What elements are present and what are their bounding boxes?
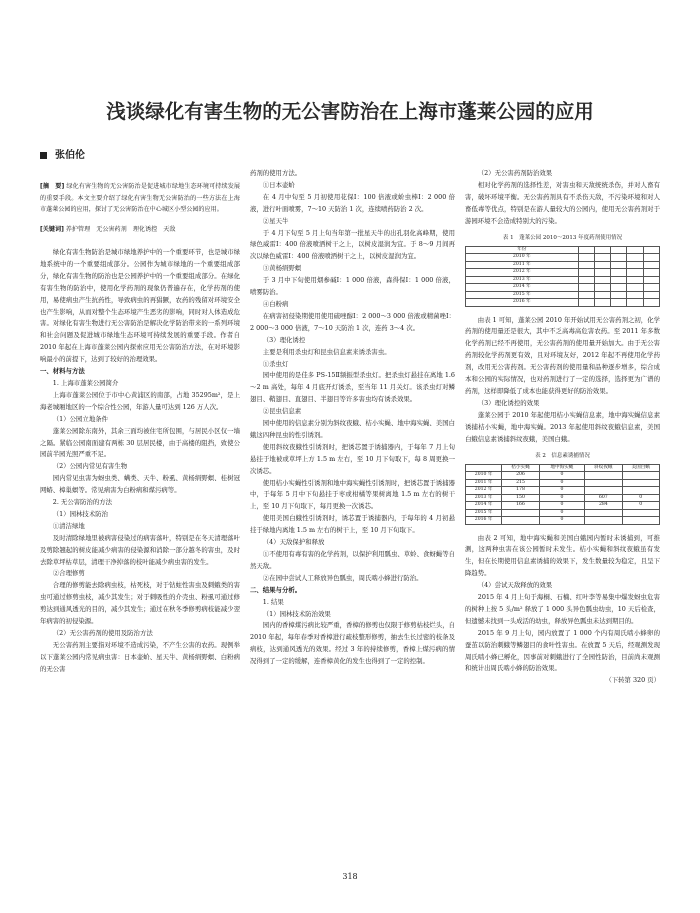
table-row	[466, 269, 660, 277]
paragraph: 合理的修剪能去除病虫枝，枯死枝，对于钻蛀性害虫及刺蛾类的害虫可通过修剪虫枝，减少其发生；对于刺吸性的介壳虫、粉虱可通过修剪达到通风透光的目的，减少其发生；通过在秋冬季修剪病枝能减少翌年病害的初侵染源。	[40, 581, 240, 626]
table-row	[466, 276, 660, 284]
table-cell	[643, 254, 659, 262]
table-cell	[594, 291, 610, 299]
table-cell: 2011 年	[466, 261, 579, 269]
paragraph: ①日本壶蚧	[262, 180, 295, 189]
table-cell: 0	[539, 479, 584, 487]
paragraph: 园中使用的信息素分别为斜纹夜蛾、桔小实蝇、地中海实蝇、美国白蛾这四种昆虫的性引诱剂。	[250, 419, 455, 439]
table-cell	[611, 269, 627, 277]
table-cell	[611, 261, 627, 269]
keywords-text: 养护管理 无公害药剂 理化诱控 天敌	[65, 225, 176, 233]
paragraph: ②在园中尝试人工释放异色瓢虫，周氏啮小蜂进行防治。	[262, 573, 423, 582]
table-cell	[594, 261, 610, 269]
paragraph: 及时清除绿地里被病害侵染过的病害落叶，特别是在冬天清理落叶及剪除翘起的树皮能减少病害的侵染源和消除一部分越冬的害虫，及时去除草坪枯草层，清理干净掉落的枝叶能减少病虫害的发生。	[40, 533, 240, 566]
table-cell: 0	[539, 509, 584, 517]
paragraph: 于 3 月中下旬使用烟参碱Ⅰ：1 000 倍液，森得保Ⅰ：1 000 倍液，喷雾防治。	[250, 276, 455, 297]
table-cell	[611, 284, 627, 292]
paragraph: 于 4 月下旬至 5 月上旬当年第一批星天牛的出孔羽化高峰期，使用绿色威雷Ⅰ：400 倍液喷洒树干之上，以树皮湿润为宜。于 8～9 月间再次以绿色威雷Ⅰ：400 倍液喷洒树干之上，以树皮湿润为宜。	[250, 228, 455, 261]
table-cell: 2016 年	[466, 517, 502, 525]
table-cell	[643, 299, 659, 307]
paragraph: （1）园林技术防治	[52, 509, 108, 518]
table-row	[466, 502, 660, 510]
paragraph: ②昆虫信息素	[262, 407, 302, 416]
paragraph: 蓬莱公园于 2010 年起使用桔小实蝇信息素，地中海实蝇信息素诱捕桔小实蝇，地中海实蝇。2013 年起使用斜纹夜蛾信息素，美国白蛾信息素诱捕斜纹夜蛾，美国白蛾。	[465, 410, 660, 443]
paragraph: 使用斜纹夜蛾性引诱剂时，把诱芯置于诱捕器内，于每年 7 月上旬悬挂于地被或草坪上方 1.5 m 左右，至 10 月下旬取下，每 8 周更换一次诱芯。	[250, 442, 455, 475]
paragraph: （3）理化诱控	[262, 335, 306, 344]
page-number: 318	[342, 872, 358, 881]
table-cell: 0	[622, 494, 659, 502]
table-header-cell: 美国白蛾	[622, 464, 659, 472]
table-row	[466, 487, 660, 495]
paragraph: 在病害初侵染期使用使用硫唑醇Ⅰ：2 000～3 000 倍液或精菌唑Ⅰ：2 000～3 000 倍液，7～10 天防治 1 次，连药 3～4 次。	[250, 311, 455, 332]
keywords-label: [关键词]	[40, 225, 64, 233]
table-cell	[622, 479, 659, 487]
paragraph: ①不使用有毒有害的化学药剂，以保护利用瓢虫、草蛉、食蚜蝇等自然天敌。	[250, 550, 455, 570]
table-cell	[585, 479, 622, 487]
table-cell: 2015 年	[466, 291, 579, 299]
paragraph: 2015 年 9 月上旬，园内放置了 1 000 个内有周氏啮小蜂卵的蚕茧以防治刺蛾等鳞翅目的食叶性害虫。在放置 5 天后，经观测发现周氏啮小蜂已孵化，因事前对刺蛾进行了全园性防治，目前尚未观测和统计出周氏啮小蜂的防治效果。	[465, 628, 660, 673]
table-cell: 2013 年	[466, 276, 579, 284]
abstract-label: [摘 要]	[40, 183, 65, 190]
table-cell	[578, 269, 594, 277]
table-cell	[502, 509, 539, 517]
table-header-cell: 年份	[466, 246, 579, 254]
paragraph: （1）公园立地条件	[52, 414, 108, 423]
table-cell: 150	[502, 494, 539, 502]
table-row	[466, 254, 660, 262]
table-cell	[585, 517, 622, 525]
paragraph: 1. 上海市蓬莱公园简介	[52, 378, 119, 387]
paragraph: 园内常见虫害为蚜虫类、螨类、天牛、粉虱、黄杨绢野螟、桂树冠网蝽、樟巢螟等。常见病害为白粉病和煤污病等。	[40, 474, 240, 495]
paragraph: （2）无公害药剂防治效果	[477, 169, 553, 177]
table-cell	[643, 269, 659, 277]
table-cell: 0	[539, 487, 584, 495]
paragraph: 相对化学药剂的选择性差，对害虫和天敌统统杀伤，并对人畜有害，破坏环境平衡。无公害药剂具有不杀伤天敌，不污染环境和对人畜低毒等优点，特别是在游人量较大的公园内，使用无公害药剂对于游园环境不会造成特别大的污染。	[465, 180, 660, 225]
table-cell	[611, 276, 627, 284]
table-cell	[594, 269, 610, 277]
table-1-caption: 表 1 蓬莱公园 2010～2013 年度药剂使用情况	[502, 234, 623, 241]
table-header-cell: 桔小实蝇	[502, 464, 539, 472]
table-cell: 2012 年	[466, 269, 579, 277]
paragraph: 1. 结果	[262, 597, 284, 606]
table-cell: 166	[502, 502, 539, 510]
abstract	[40, 181, 240, 216]
author	[40, 146, 85, 161]
table-header-cell	[578, 246, 594, 254]
bullet-square-icon	[40, 152, 47, 159]
paragraph: ③黄杨绢野螟	[262, 264, 302, 273]
table-cell	[594, 284, 610, 292]
column-2-body	[250, 168, 455, 668]
column-3-body-bottom	[465, 533, 660, 676]
table-cell	[622, 509, 659, 517]
table-header-cell: 斜纹夜蛾	[585, 464, 622, 472]
table-cell	[578, 254, 594, 262]
table-cell: 0	[539, 494, 584, 502]
table-row	[466, 284, 660, 292]
paragraph: ①清洁绿地	[52, 521, 85, 530]
table-cell: 284	[585, 502, 622, 510]
table-cell: 2014 年	[466, 284, 579, 292]
paragraph: 使用桔小实蝇性引诱剂和地中海实蝇性引诱剂时，把诱芯置于诱捕器中，于每年 5 月中下旬悬挂于枣或柑橘等果树离地 1.5 m 左右的树干上，至 10 月下旬取下，每月更换一次诱芯。	[250, 478, 455, 511]
table-cell: 2011 年	[466, 479, 502, 487]
table-cell: 2010 年	[466, 254, 579, 262]
paragraph: 药剂的使用方法。	[250, 169, 302, 177]
table-cell	[627, 299, 643, 307]
table-cell	[578, 261, 594, 269]
table-cell: 0	[539, 517, 584, 525]
paragraph: 使用美国白蛾性引诱剂时，诱芯置于诱捕器内，于每年的 4 月初悬挂于绿地内离地 1.5 m 左右的树干上，至 10 月下旬取下。	[250, 514, 455, 535]
table-header-cell	[466, 464, 502, 472]
table-cell: 2012 年	[466, 487, 502, 495]
table-cell: 2013 年	[466, 494, 502, 502]
table-header-cell	[643, 246, 659, 254]
paragraph: ①杀虫灯	[262, 359, 289, 368]
paragraph: 蓬莱公园除东南外，其余三面均被住宅所包围，与居民小区仅一墙之隔。紧临公园南面建有两栋 30 层居民楼，由于高楼的阻挡，致使公园前半园光照严重不足。	[40, 426, 240, 459]
table-1	[465, 246, 660, 307]
table-cell	[622, 487, 659, 495]
table-cell	[627, 261, 643, 269]
table-header-row	[466, 464, 660, 472]
paragraph: 在 4 月中旬至 5 月初使用花保Ⅰ：100 倍液或蚧虫棒Ⅰ：2 000 倍液，进行叶面喷雾，7～10 天防治 1 次，连续喷药防治 2 次。	[250, 192, 455, 213]
table-cell	[627, 254, 643, 262]
table-cell	[627, 291, 643, 299]
abstract-text: 绿化有害生物的无公害防治是促进城市绿地生态环境可持续发展的重要手段。本文主要介绍了绿化有害生物无公害防治的一些方法在上海市蓬莱公园的应用，探讨了无公害防治在中心城区小型公园的应用。	[40, 183, 241, 213]
table-cell	[643, 276, 659, 284]
paragraph: （4）天敌保护和释放	[262, 538, 325, 547]
paragraph: 绿化有害生物防治是城市绿地养护中的一个重要环节，也是城市绿地系统中的一个重要组成部分。公园作为城市绿地的一个重要组成部分，绿化有害生物的防治也是公园养护中的一个重要组成部分。在绿化有害生物的防治中，使用化学药剂的现象仍普遍存在，化学药剂的使用，易使病虫产生抗药性，导致病虫的再猖獗，农药的残留对环境安全也产生影响，从而对整个生态环境产生恶劣的影响，同时对人体造成危害。对绿化有害生物进行无公害防治是解决化学防治带来的一系列环境和社会问题及促进城市绿地生态环境可持续发展的重要手段。作者自 2010 年起在上海市蓬莱公园内探索应用无公害防治方法，在对环境影响最小的前提下，达到了较好的治理效果。	[40, 248, 240, 364]
table-row	[466, 261, 660, 269]
table-cell	[643, 261, 659, 269]
table-cell	[578, 276, 594, 284]
column-3	[465, 168, 660, 687]
table-row	[466, 517, 660, 525]
column-1	[40, 181, 240, 676]
paragraph: （4）尝试天敌释放的效果	[477, 581, 553, 590]
paragraph: 园中使用的是佳多 PS-15Ⅱ频振型杀虫灯。把杀虫灯悬挂在离地 1.6～2 m 高处，每年 4 月底开灯诱杀，至当年 11 月关灯。该杀虫灯对鳞翅目、鞘翅目、直翅目、半翅目等许多害虫均有诱杀效果。	[250, 371, 455, 404]
table-header-row	[466, 246, 660, 254]
table-header-cell	[611, 246, 627, 254]
paragraph: ②星天牛	[262, 216, 289, 225]
keywords	[40, 224, 240, 236]
table-cell	[594, 254, 610, 262]
paragraph: （1）园林技术防治效果	[262, 609, 331, 618]
table-cell	[578, 284, 594, 292]
column-3-body-top	[465, 168, 660, 228]
paragraph: 2015 年 4 月上旬于海桐、石楠、红叶李等易集中爆发蚜虫危害的树种上按 5 头/m² 释放了 1 000 头异色瓢虫幼虫，10 天后检查，但遗憾未找到一头成活的幼虫，释放异色瓢虫未达到期目的。	[465, 593, 660, 625]
table-row	[466, 291, 660, 299]
table-cell: 0	[622, 502, 659, 510]
continued-note: （下转第 320 页）	[605, 676, 660, 685]
paper-title: 浅谈绿化有害生物的无公害防治在上海市蓬莱公园的应用	[106, 100, 594, 123]
table-cell	[643, 291, 659, 299]
paragraph: 园内的香樟煤污病比较严重，香樟的修剪也仅限于修剪枯枝烂头，自 2010 年起，每年春季对香樟进行疏枝整形修剪，抽去生长过密的枝条及病枝，达到通风透光的效果。经过 3 年的持续修剪，香樟上煤污病的情况得到了一定的缓解，连香樟黄化的发生也得到了一定的控制。	[250, 621, 455, 666]
table-cell	[502, 517, 539, 525]
column-1-body	[40, 247, 240, 676]
paragraph: （2）公园内常见有害生物	[52, 462, 128, 471]
table-cell	[643, 284, 659, 292]
table-cell	[594, 276, 610, 284]
table-cell	[611, 254, 627, 262]
section-heading: 一、材料与方法	[40, 367, 85, 376]
table-cell: 0	[539, 472, 584, 480]
table-header-cell	[594, 246, 610, 254]
table-cell: 178	[502, 487, 539, 495]
paragraph: （2）无公害药剂的使用及防治方法	[52, 629, 153, 637]
table-cell: 206	[502, 472, 539, 480]
paragraph: ④白粉病	[262, 299, 289, 308]
column-3-body-mid	[465, 315, 660, 446]
table-cell: 607	[585, 494, 622, 502]
table-2-caption: 表 2 信息素诱捕情况	[535, 452, 590, 459]
table-header-cell: 地中海实蝇	[539, 464, 584, 472]
author-name: 张伯伦	[55, 150, 85, 161]
table-cell	[585, 472, 622, 480]
paragraph: 2. 无公害防治的方法	[52, 498, 113, 507]
paragraph: （3）理化诱控的效果	[477, 398, 540, 407]
paragraph: 上海市蓬莱公园位于市中心黄浦区的南部，占地 35295m²，是上海老城厢地区的一个综合性公园，年游人量可达到 126 万人次。	[40, 390, 240, 411]
table-cell: 2015 年	[466, 509, 502, 517]
table-cell: 2016 年	[466, 299, 579, 307]
table-cell	[578, 291, 594, 299]
table-cell: 2010 年	[466, 472, 502, 480]
table-cell	[594, 299, 610, 307]
table-cell: 2014 年	[466, 502, 502, 510]
table-cell: 0	[539, 502, 584, 510]
table-row	[466, 509, 660, 517]
table-header-cell	[627, 246, 643, 254]
table-cell	[627, 284, 643, 292]
table-2	[465, 464, 660, 525]
table-row	[466, 472, 660, 480]
column-2	[250, 168, 455, 668]
table-cell	[622, 517, 659, 525]
table-row	[466, 494, 660, 502]
table-cell	[611, 299, 627, 307]
section-heading: 二、结果与分析。	[250, 585, 302, 594]
paragraph: ②合理修剪	[52, 569, 85, 578]
paragraph: 由表 1 可知，蓬莱公园 2010 年开始试用无公害药剂之初，化学药剂的使用量还是很大，其中不乏高毒高危害农药。至 2011 年多数化学药剂已经不再使用，无公害药剂的使用量开始加大。由于无公害药剂较化学药剂更有效，且对环境友好，2012 年起不再使用化学药剂，改用无公害药剂。无公害药剂的使用量和品种逐步增多，综合成本和公园的实际情况，也对药剂进行了一定的选择，选择更为广谱的药剂，这样即降低了成本也能获得更好的防治效果。	[465, 315, 660, 395]
paragraph: 无公害药剂主要指对环境不造成污染，不产生公害的农药。现例举以下蓬莱公园内常见病虫害：日本壶蚧、星天牛、黄杨绢野螟、白粉病的无公害	[40, 640, 240, 673]
table-cell	[585, 509, 622, 517]
table-cell: 215	[502, 479, 539, 487]
table-cell	[627, 276, 643, 284]
table-row	[466, 299, 660, 307]
table-cell	[578, 299, 594, 307]
paragraph: 由表 2 可知，地中海实蝇和美国白蛾园内暂时未诱捕到，可推测，这两种虫害在该公园暂时未发生。桔小实蝇和斜纹夜蛾虽有发生，但在长期使用信息素诱捕的效果下，发生数量较为稳定，且呈下降趋势。	[465, 533, 660, 578]
table-cell	[627, 269, 643, 277]
table-cell	[585, 487, 622, 495]
table-row	[466, 479, 660, 487]
table-cell	[622, 472, 659, 480]
table-cell	[611, 291, 627, 299]
paragraph: 主要是利用杀虫灯和昆虫信息素来诱杀害虫。	[262, 347, 391, 356]
